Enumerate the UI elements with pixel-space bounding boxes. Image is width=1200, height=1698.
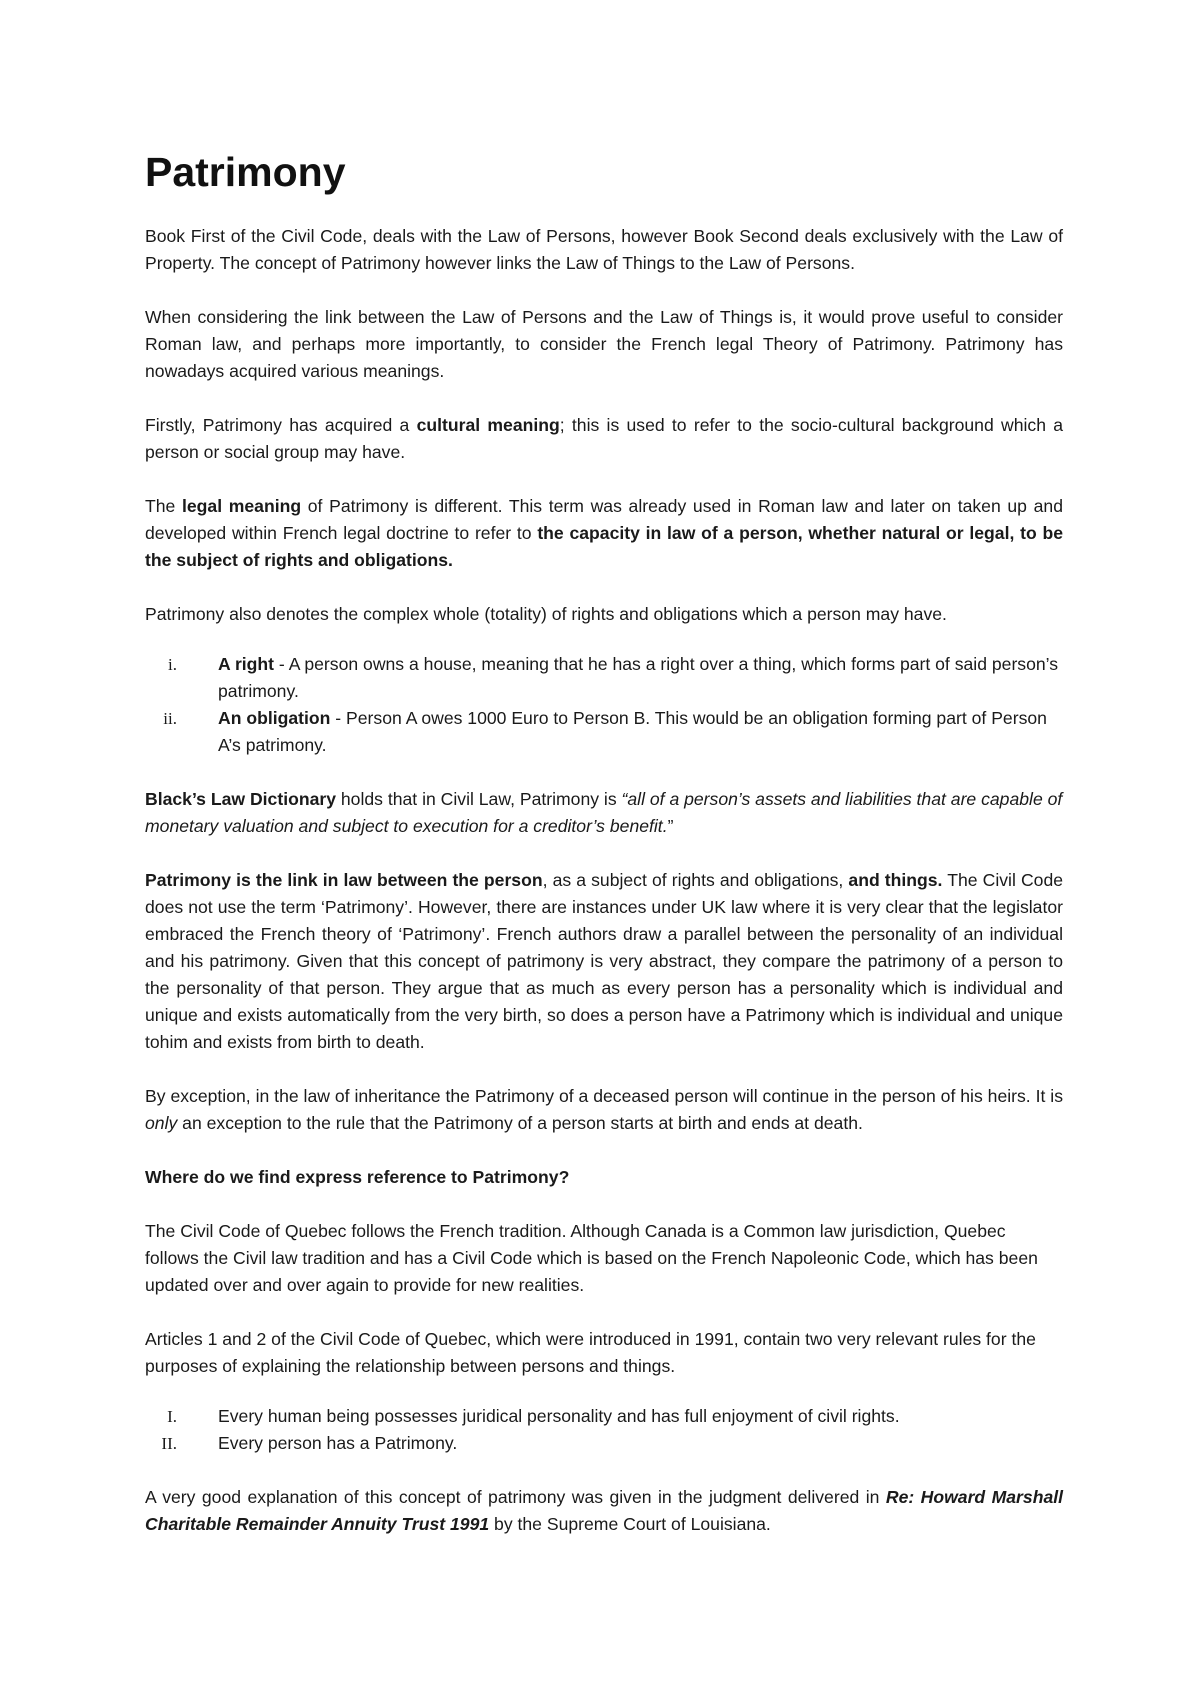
paragraph-exception — [145, 1083, 1063, 1137]
bold-term: An obligation — [218, 708, 331, 729]
text-run: Firstly, Patrimony has acquired a — [145, 415, 417, 436]
list-item — [145, 651, 1063, 705]
bold-term: Patrimony is the link in law between the person — [145, 870, 543, 891]
paragraph-link: When considering the link between the Law of Persons and the Law of Things is, it would prove useful to consider Roman law, and perhaps more importantly, to consider the French legal Theory of Patrimony. Patrimony has nowadays acquired various meanings. — [145, 307, 1063, 382]
list-numeral: ii. — [163, 709, 177, 729]
list-numeral: I. — [167, 1407, 177, 1427]
list-item — [145, 1430, 1063, 1457]
paragraph-cultural — [145, 412, 1063, 466]
bold-definition: the capacity in law of a person, whether natural or legal, to be the subject of rights and obligations. — [145, 523, 1064, 571]
paragraph-whole: Patrimony also denotes the complex whole (totality) of rights and obligations which a person may have. — [145, 604, 947, 625]
paragraph-quebec: The Civil Code of Quebec follows the French tradition. Although Canada is a Common law jurisdiction, Quebec follows the Civil law tradition and has a Civil Code which is based on the French Napoleonic Code, which has been updated over and over again to provide for new realities. — [145, 1221, 1038, 1296]
text-run: - A person owns a house, meaning that he has a right over a thing, which forms part of said person’s patrimony. — [218, 654, 1059, 702]
document-page — [145, 150, 1063, 1565]
text-run: - Person A owes 1000 Euro to Person B. This would be an obligation forming part of Person A’s patrimony. — [218, 708, 1047, 756]
italic-quote: “all of a person’s assets and liabilities that are capable of monetary valuation and subject to execution for a creditor’s benefit. — [145, 789, 1063, 837]
bold-term: A right — [218, 654, 275, 675]
text-run: ” — [667, 816, 674, 837]
text-run: By exception, in the law of inheritance the Patrimony of a deceased person will continue in the person of his heirs. It is — [145, 1086, 1063, 1107]
paragraph-link-in-law — [145, 867, 1063, 1056]
list-item — [145, 1403, 1063, 1430]
text-run: of Patrimony is different. This term was already used in Roman law and later on taken up and developed within French legal doctrine to refer to — [145, 496, 1063, 544]
page-title: Patrimony — [145, 149, 346, 195]
paragraph-blacks-law — [145, 786, 1063, 840]
text-run: Every person has a Patrimony. — [218, 1433, 458, 1454]
bold-term: legal meaning — [181, 496, 302, 517]
articles-list — [145, 1403, 1063, 1457]
bold-term: Black’s Law Dictionary — [145, 789, 336, 810]
paragraph-legal — [145, 493, 1063, 574]
text-run: Every human being possesses juridical personality and has full enjoyment of civil rights. — [218, 1406, 900, 1427]
text-run: , as a subject of rights and obligations, — [542, 870, 849, 891]
section-heading-text: Where do we find express reference to Patrimony? — [145, 1167, 570, 1188]
section-heading — [145, 1164, 1063, 1191]
list-numeral: i. — [168, 655, 177, 675]
text-run: holds that in Civil Law, Patrimony is — [336, 789, 622, 810]
case-citation: Re: Howard Marshall Charitable Remainder Annuity Trust 1991 — [145, 1487, 1063, 1535]
list-numeral: II. — [161, 1434, 177, 1454]
paragraph-articles: Articles 1 and 2 of the Civil Code of Quebec, which were introduced in 1991, contain two very relevant rules for the purposes of explaining the relationship between persons and things. — [145, 1329, 1036, 1377]
bold-term: cultural meaning — [416, 415, 560, 436]
text-run: an exception to the rule that the Patrimony of a person starts at birth and ends at death. — [177, 1113, 863, 1134]
text-run: by the Supreme Court of Louisiana. — [489, 1514, 771, 1535]
paragraph-intro: Book First of the Civil Code, deals with the Law of Persons, however Book Second deals exclusively with the Law of Property. The concept of Patrimony however links the Law of Things to the Law of Persons. — [145, 226, 1063, 274]
text-run: The Civil Code does not use the term ‘Patrimony’. However, there are instances under UK law where it is very clear that the legislator embraced the French theory of ‘Patrimony’. French authors draw a parallel between the personality of an individual and his patrimony. Given that this concept of patrimony is very abstract, they compare the patrimony of a person to the personality of that person. They argue that as much as every person has a personality which is individual and unique and exists automatically from the very birth, so does a person have a Patrimony which is individual and unique tohim and exists from birth to death. — [145, 870, 1064, 1053]
paragraph-judgment — [145, 1484, 1063, 1538]
text-run: ; this is used to refer to the socio-cultural background which a person or social group may have. — [145, 415, 1064, 463]
bold-term: and things. — [848, 870, 943, 891]
text-run: A very good explanation of this concept of patrimony was given in the judgment delivered in — [145, 1487, 886, 1508]
rights-obligations-list — [145, 651, 1063, 759]
list-item — [145, 705, 1063, 759]
text-run: The — [145, 496, 182, 517]
italic-term: only — [145, 1113, 178, 1134]
